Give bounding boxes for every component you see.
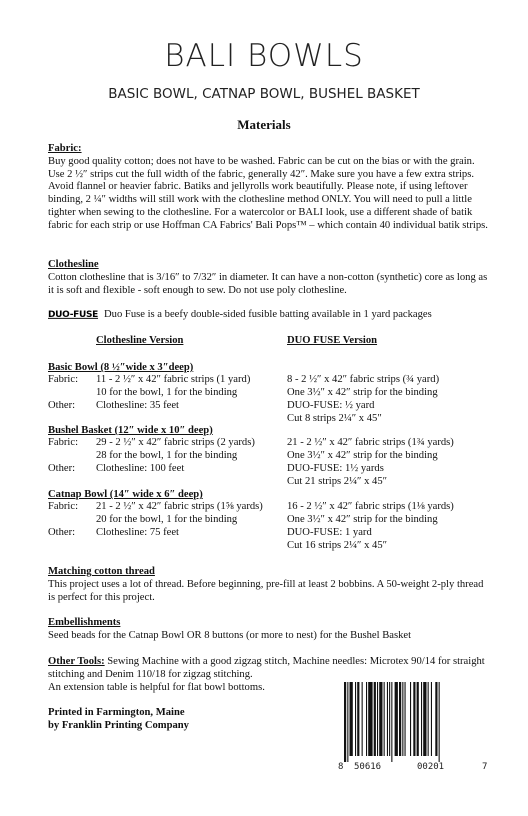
barcode-bar — [379, 682, 382, 756]
fabric-label: Fabric: — [48, 501, 79, 512]
embellishments-text: Seed beads for the Catnap Bowl OR 8 buttons (or more to nest) for the Bushel Basket — [48, 629, 412, 641]
catnap-fabric-line-2: 20 for the bowl, 1 for the binding — [96, 514, 238, 525]
barcode-bar — [344, 682, 346, 762]
barcode-bar — [423, 682, 426, 756]
bushel-fabric-line-2: 28 for the bowl, 1 for the binding — [96, 450, 238, 461]
printer-line-1: Printed in Farmington, Maine — [48, 707, 185, 718]
barcode-digit-first: 8 — [338, 762, 344, 772]
basic-bowl-heading: Basic Bowl (8 ½″wide x 3″deep) — [48, 362, 194, 373]
section-title: Materials — [237, 117, 291, 132]
barcode-bar — [421, 682, 422, 756]
catnap-duo-line-4: Cut 16 strips 2¼″ x 45″ — [287, 540, 388, 551]
tools-heading: Other Tools: — [48, 656, 105, 667]
clothesline-heading: Clothesline — [48, 259, 99, 270]
fabric-label: Fabric: — [48, 374, 79, 385]
clothesline-version-heading: Clothesline Version — [96, 335, 184, 346]
barcode-digits-left: 50616 — [354, 762, 382, 772]
catnap-duo-line-2: One 3½″ x 42″ strip for the binding — [287, 514, 438, 525]
barcode-bar — [366, 682, 367, 756]
bushel-other: Clothesline: 100 feet — [96, 463, 185, 474]
upc-barcode — [338, 682, 486, 762]
barcode-bar — [410, 682, 411, 756]
basic-fabric-line-1: 11 - 2 ½″ x 42″ fabric strips (1 yard) — [96, 374, 251, 385]
barcode-bar — [413, 682, 415, 756]
barcode-bar — [435, 682, 437, 756]
bushel-duo-line-3: DUO-FUSE: 1½ yards — [287, 463, 384, 474]
page-subtitle: BASIC BOWL, CATNAP BOWL, BUSHEL BASKET — [108, 86, 420, 102]
basic-duo-line-2: One 3½″ x 42″ strip for the binding — [287, 387, 438, 398]
other-label: Other: — [48, 400, 76, 411]
page-title: BALI BOWLS — [164, 38, 364, 74]
barcode-bar — [384, 682, 385, 756]
bushel-duo-line-1: 21 - 2 ½″ x 42″ fabric strips (1¾ yards) — [287, 437, 454, 448]
barcode-bar — [387, 682, 388, 756]
barcode-bar — [368, 682, 372, 756]
catnap-fabric-line-1: 21 - 2 ½″ x 42″ fabric strips (1⅝ yards) — [96, 501, 263, 512]
thread-text: This project uses a lot of thread. Before beginning, pre-fill at least 2 bobbins. A 50-weight 2-ply thread is perfect for this project. — [48, 578, 484, 603]
embellishments-section — [48, 617, 488, 643]
barcode-bar — [399, 682, 401, 756]
tools-text-2: An extension table is helpful for flat bowl bottoms. — [48, 681, 265, 693]
barcode-bar — [389, 682, 390, 756]
barcode-bar — [355, 682, 356, 756]
bushel-basket-heading: Bushel Basket (12″ wide x 10″ deep) — [48, 425, 213, 436]
barcode-bar — [350, 682, 353, 756]
fabric-text: Buy good quality cotton; does not have to be washed. Fabric can be cut on the bias or with the grain. Use 2 ½″ strips cut the full width of the fabric, generally 42″. Make sure you have a few extra strips. Avoid flannel or heavier fabric. Batiks and jellyrolls work beautifully. Please note, if using leftover binding, 2 ¼″ widths will still work with the clothesline method ONLY. You will need to pull a little tighter when sewing to the clothesline. For a watercolor or BALI look, use a different shade of batik fabric for each strip or use Hoffman CA Fabrics' Bali Pops™ – which contain 40 individual batik strips. — [48, 155, 488, 231]
basic-duo-line-4: Cut 8 strips 2¼″ x 45″ — [287, 413, 382, 424]
duofuse-section — [48, 309, 498, 322]
catnap-duo-line-3: DUO-FUSE: 1 yard — [287, 527, 372, 538]
barcode-bar — [431, 682, 432, 756]
bushel-fabric-line-1: 29 - 2 ½″ x 42″ fabric strips (2 yards) — [96, 437, 255, 448]
barcode-bar — [391, 682, 392, 762]
duofuse-version-heading: DUO FUSE Version — [287, 335, 378, 346]
fabric-section — [48, 143, 488, 233]
bushel-duo-line-4: Cut 21 strips 2¼″ x 45″ — [287, 476, 388, 487]
catnap-duo-line-1: 16 - 2 ½″ x 42″ fabric strips (1⅛ yards) — [287, 501, 454, 512]
bushel-duo-line-2: One 3½″ x 42″ strip for the binding — [287, 450, 438, 461]
fabric-label: Fabric: — [48, 437, 79, 448]
duofuse-logo: DUO-FUSE — [48, 310, 99, 320]
barcode-bar — [439, 682, 440, 762]
tools-text: Sewing Machine with a good zigzag stitch, Machine needles: Microtex 90/14 for straight stitching and Denim 110/18 for zigzag stitching. — [48, 656, 485, 680]
thread-heading: Matching cotton thread — [48, 566, 155, 577]
barcode-digits-right: 00201 — [417, 762, 445, 772]
barcode-bar — [405, 682, 406, 756]
thread-section — [48, 566, 488, 604]
other-label: Other: — [48, 527, 76, 538]
catnap-other: Clothesline: 75 feet — [96, 527, 179, 538]
duofuse-text: Duo Fuse is a beefy double-sided fusible batting available in 1 yard packages — [104, 309, 432, 320]
clothesline-section — [48, 259, 488, 297]
barcode-bar — [417, 682, 419, 756]
barcode-bar — [428, 682, 429, 756]
printer-line-2: by Franklin Printing Company — [48, 719, 189, 731]
basic-duo-line-1: 8 - 2 ½″ x 42″ fabric strips (¾ yard) — [287, 374, 440, 385]
barcode-bar — [362, 682, 363, 756]
barcode-bar — [347, 682, 348, 762]
basic-other: Clothesline: 35 feet — [96, 400, 179, 411]
clothesline-text: Cotton clothesline that is 3/16″ to 7/32″ in diameter. It can have a non-cotton (synthetic) core as long as it is soft and flexible - soft enough to sew. Do not use poly clothesline. — [48, 271, 488, 296]
catnap-bowl-heading: Catnap Bowl (14″ wide x 6″ deep) — [48, 489, 203, 500]
barcode-bar — [377, 682, 378, 756]
barcode-bar — [357, 682, 359, 756]
barcode-bar — [374, 682, 376, 756]
basic-duo-line-3: DUO-FUSE: ½ yard — [287, 400, 375, 411]
other-label: Other: — [48, 463, 76, 474]
embellishments-heading: Embellishments — [48, 617, 121, 628]
barcode-digit-last: 7 — [482, 762, 488, 772]
barcode-bar — [395, 682, 398, 756]
fabric-heading: Fabric: — [48, 143, 82, 154]
barcode-bar — [402, 682, 403, 756]
basic-fabric-line-2: 10 for the bowl, 1 for the binding — [96, 387, 238, 398]
